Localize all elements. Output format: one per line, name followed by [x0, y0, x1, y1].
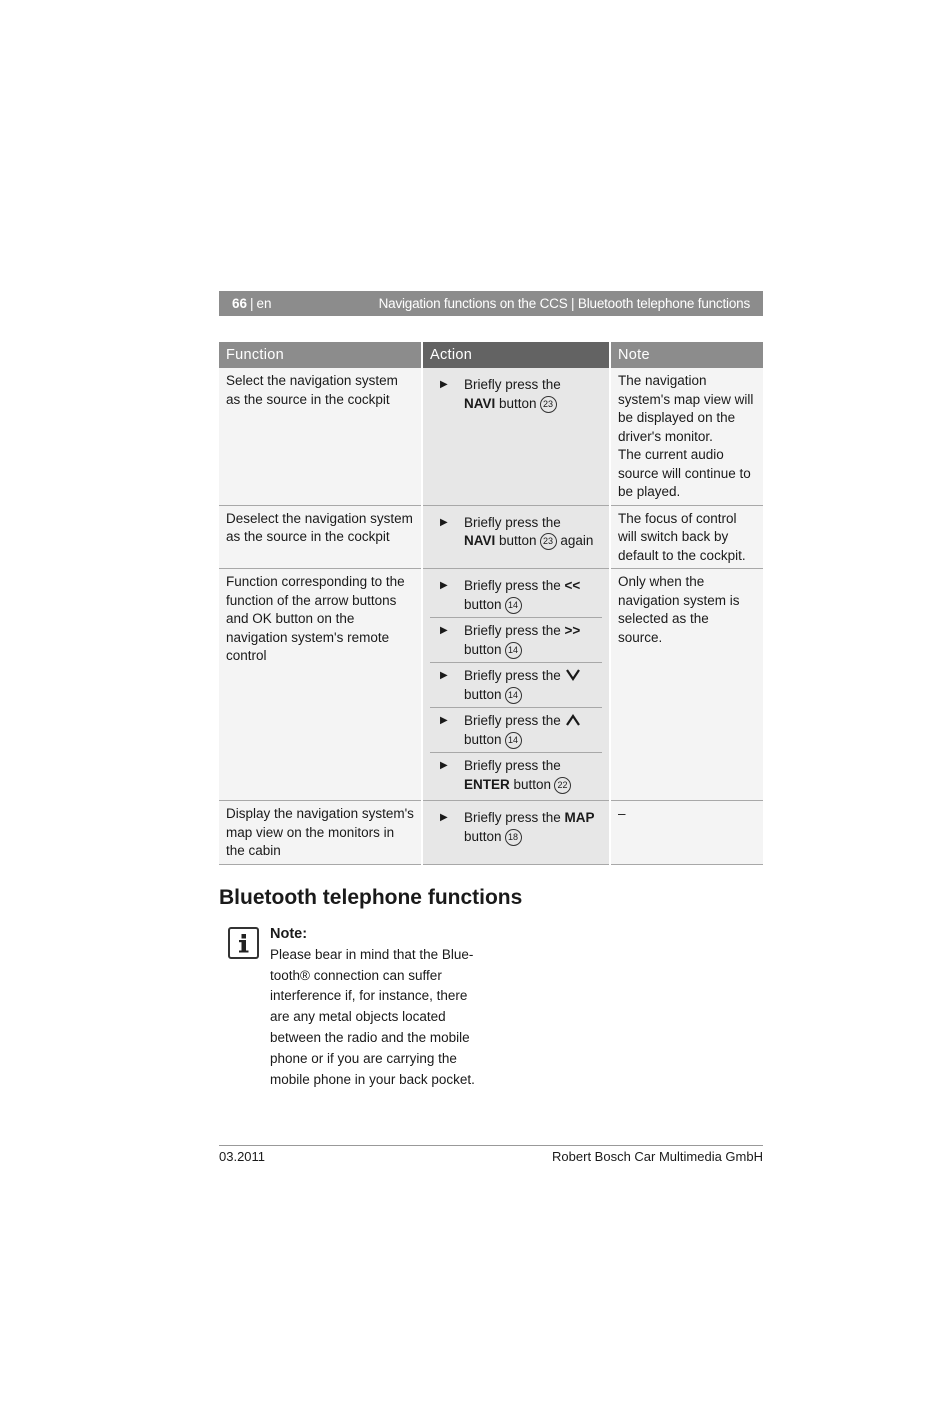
column-header-action: Action: [422, 342, 610, 368]
action-suffix: button: [464, 686, 502, 702]
action-prefix: Briefly press the: [464, 810, 565, 825]
footer-divider: [219, 1145, 763, 1146]
page-footer: [219, 1149, 763, 1164]
function-cell: Display the navigation system's map view on the monitors in the cabin: [219, 801, 422, 865]
page-number: 66: [232, 296, 248, 311]
info-icon-glyph: [230, 929, 257, 957]
button-key-label: <<: [564, 578, 581, 593]
action-suffix: button: [509, 776, 552, 792]
table-body: [219, 368, 763, 864]
action-suffix: button: [495, 533, 537, 548]
step-arrow-icon: ▶: [440, 516, 448, 528]
table-row: [219, 569, 763, 801]
action-prefix: Briefly press the: [464, 623, 565, 638]
function-cell: Function corresponding to the function of the arrow buttons and OK button on the navigation system's remote control: [219, 569, 422, 801]
note-cell: Only when the navigation system is selected as the source.: [610, 569, 763, 801]
action-step: [430, 573, 602, 617]
reference-number: 22: [554, 777, 571, 794]
column-header-note: Note: [610, 342, 763, 368]
action-suffix: button: [464, 731, 502, 747]
chevron-up-icon: [566, 714, 580, 726]
action-prefix: Briefly press the: [464, 758, 561, 773]
button-key-label: MAP: [564, 810, 595, 825]
header-left: 66 | en: [232, 296, 272, 311]
action-step: [430, 805, 602, 849]
button-key-label: NAVI: [464, 533, 496, 548]
table-row: [219, 505, 763, 569]
chevron-down-icon: [566, 669, 580, 681]
button-key-label: ENTER: [464, 776, 510, 792]
step-arrow-icon: ▶: [440, 670, 448, 681]
footer-company: Robert Bosch Car Multimedia GmbH: [552, 1149, 763, 1164]
action-prefix: Briefly press the: [464, 377, 561, 392]
button-key-label: >>: [564, 623, 581, 638]
page-header: [219, 291, 763, 316]
section-title: Bluetooth telephone functions: [219, 886, 523, 909]
note-cell: The navigation system's map view will be displayed on the driver's monitor. The current audio source will continue to be played.: [610, 368, 763, 505]
step-arrow-icon: ▶: [440, 760, 448, 771]
action-step: [430, 372, 602, 416]
action-cell: [422, 368, 610, 505]
action-cell: [422, 569, 610, 801]
note-cell: The focus of control will switch back by default to the cockpit.: [610, 505, 763, 569]
action-suffix: button: [464, 828, 502, 844]
table-row: [219, 368, 763, 505]
note-block: [270, 924, 485, 1090]
action-suffix: button: [464, 596, 502, 612]
action-prefix: Briefly press the: [464, 578, 565, 593]
reference-number: 14: [505, 597, 522, 614]
action-cell: [422, 801, 610, 865]
reference-number: 23: [540, 396, 557, 413]
step-arrow-icon: ▶: [440, 625, 448, 636]
table-header-row: [219, 342, 763, 368]
step-arrow-icon: ▶: [440, 580, 448, 591]
language-code: en: [256, 296, 272, 311]
reference-number: 18: [505, 829, 522, 846]
column-header-function: Function: [219, 342, 422, 368]
note-cell: –: [610, 801, 763, 865]
step-arrow-icon: ▶: [440, 812, 448, 823]
info-icon: [228, 927, 259, 959]
action-suffix: button: [464, 641, 502, 657]
action-after: again: [556, 533, 594, 548]
reference-number: 14: [505, 732, 522, 749]
button-key-label: NAVI: [464, 395, 496, 411]
footer-date: 03.2011: [219, 1149, 266, 1164]
function-table: [219, 342, 763, 865]
function-cell: Select the navigation system as the source in the cockpit: [219, 368, 422, 505]
action-prefix: Briefly press the: [464, 668, 565, 683]
action-cell: [422, 505, 610, 569]
action-step: [430, 662, 602, 707]
action-step: [430, 617, 602, 662]
function-cell: Deselect the navigation system as the source in the cockpit: [219, 505, 422, 569]
chapter-title: Navigation functions on the CCS | Bluetooth telephone functions: [378, 296, 750, 311]
step-arrow-icon: ▶: [440, 379, 448, 390]
action-step: [430, 707, 602, 752]
action-step: [430, 510, 602, 554]
action-prefix: Briefly press the: [464, 713, 565, 728]
action-step: [430, 752, 602, 797]
action-prefix: Briefly press the: [464, 514, 561, 530]
reference-number: 14: [505, 687, 522, 704]
note-title: Note:: [270, 926, 308, 942]
action-suffix: button: [495, 395, 537, 411]
note-text: Please bear in mind that the Blue-tooth® connection can suffer interference if, for instance, there are any metal objects located between the radio and the mobile phone or if you are carrying the mobile phone in your back pocket.: [270, 946, 475, 1087]
step-arrow-icon: ▶: [440, 715, 448, 726]
table-row: [219, 801, 763, 865]
reference-number: 14: [505, 642, 522, 659]
reference-number: 23: [540, 533, 557, 550]
